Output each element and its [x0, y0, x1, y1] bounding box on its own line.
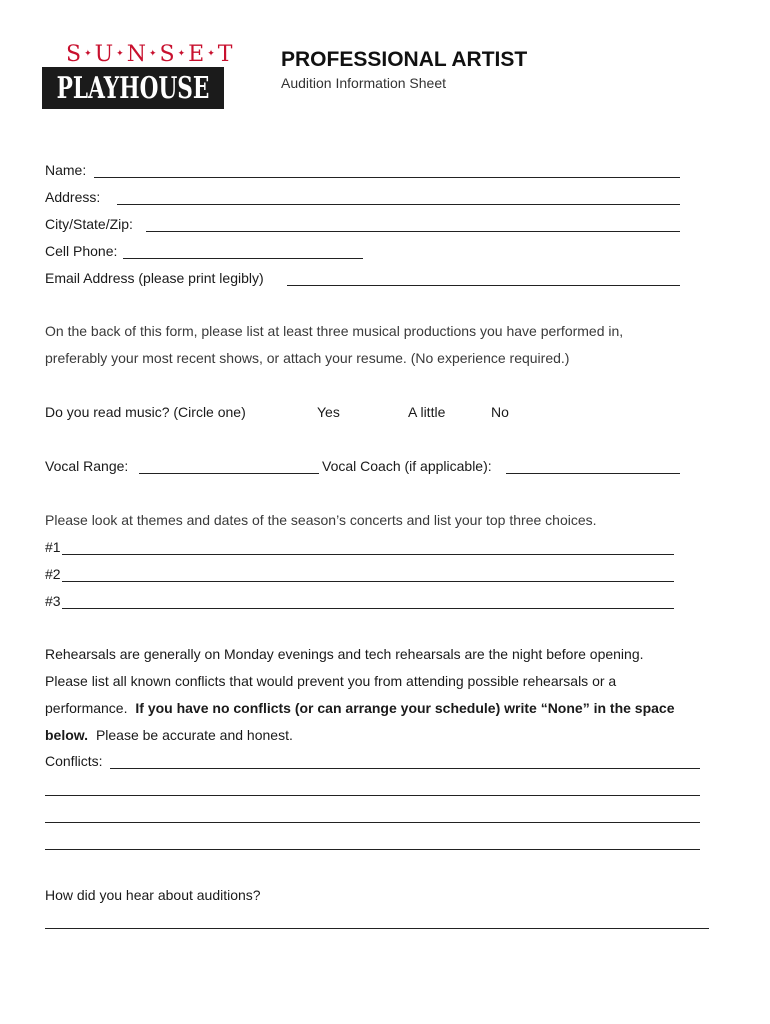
page-title: PROFESSIONAL ARTIST: [281, 48, 528, 71]
city-state-zip-label: City/State/Zip:: [45, 216, 133, 232]
productions-instruction-line2: preferably your most recent shows, or attach your resume. (No experience required.): [45, 350, 570, 366]
logo-letter: N: [126, 41, 147, 67]
choice-2-field[interactable]: [62, 581, 674, 582]
conflicts-label: Conflicts:: [45, 753, 103, 769]
vocal-coach-field[interactable]: [506, 473, 680, 474]
rehearsals-text-line2: Please list all known conflicts that would prevent you from attending possible rehearsals or a: [45, 673, 617, 689]
address-label: Address:: [45, 189, 101, 205]
conflicts-field-line3[interactable]: [45, 822, 700, 823]
page-subtitle: Audition Information Sheet: [281, 75, 446, 91]
logo-letter: S: [66, 41, 83, 67]
email-field[interactable]: [287, 285, 680, 286]
rehearsals-line3-plain: performance.: [45, 700, 128, 716]
address-field[interactable]: [117, 204, 680, 205]
conflicts-field-line2[interactable]: [45, 795, 700, 796]
choice-2-label: #2: [45, 566, 61, 582]
read-music-option-no[interactable]: No: [491, 404, 509, 420]
logo-sunset-wordmark: S ✦ U ✦ N ✦ S ✦ E ✦ T: [66, 41, 234, 67]
productions-instruction-line1: On the back of this form, please list at least three musical productions you have performed in,: [45, 323, 624, 339]
name-field[interactable]: [94, 177, 680, 178]
read-music-option-yes[interactable]: Yes: [317, 404, 340, 420]
choice-3-field[interactable]: [62, 608, 674, 609]
choice-1-label: #1: [45, 539, 61, 555]
logo-playhouse-box: [42, 67, 224, 109]
city-state-zip-field[interactable]: [146, 231, 680, 232]
logo-playhouse-text: PLAYHOUSE: [56, 70, 210, 106]
vocal-range-field[interactable]: [139, 473, 319, 474]
rehearsals-text-line1: Rehearsals are generally on Monday evenings and tech rehearsals are the night before opening.: [45, 646, 644, 662]
conflicts-field-line4[interactable]: [45, 849, 700, 850]
rehearsals-text-line4: [45, 727, 293, 743]
auditions-answer-field[interactable]: [45, 928, 709, 929]
concerts-instruction: Please look at themes and dates of the season’s concerts and list your top three choices.: [45, 512, 597, 528]
name-label: Name:: [45, 162, 87, 178]
cell-phone-field[interactable]: [123, 258, 363, 259]
cell-phone-label: Cell Phone:: [45, 243, 118, 259]
rehearsals-text-line3: [45, 700, 675, 716]
sunset-playhouse-logo: [42, 41, 234, 110]
choice-1-field[interactable]: [62, 554, 674, 555]
conflicts-field-line1[interactable]: [110, 768, 700, 769]
email-label: Email Address (please print legibly): [45, 270, 264, 286]
logo-letter: U: [94, 41, 115, 67]
rehearsals-line4-plain: Please be accurate and honest.: [95, 727, 293, 743]
read-music-option-a-little[interactable]: A little: [408, 404, 446, 420]
read-music-question: Do you read music? (Circle one): [45, 404, 246, 420]
vocal-range-label: Vocal Range:: [45, 458, 129, 474]
vocal-coach-label: Vocal Coach (if applicable):: [322, 458, 492, 474]
logo-letter: S: [159, 41, 176, 67]
logo-letter: T: [217, 41, 234, 67]
auditions-question: How did you hear about auditions?: [45, 887, 261, 903]
rehearsals-line3-bold: If you have no conflicts (or can arrange your schedule) write “None” in the space: [135, 700, 675, 716]
choice-3-label: #3: [45, 593, 61, 609]
rehearsals-line4-bold: below.: [45, 727, 89, 743]
logo-letter: E: [188, 41, 206, 67]
